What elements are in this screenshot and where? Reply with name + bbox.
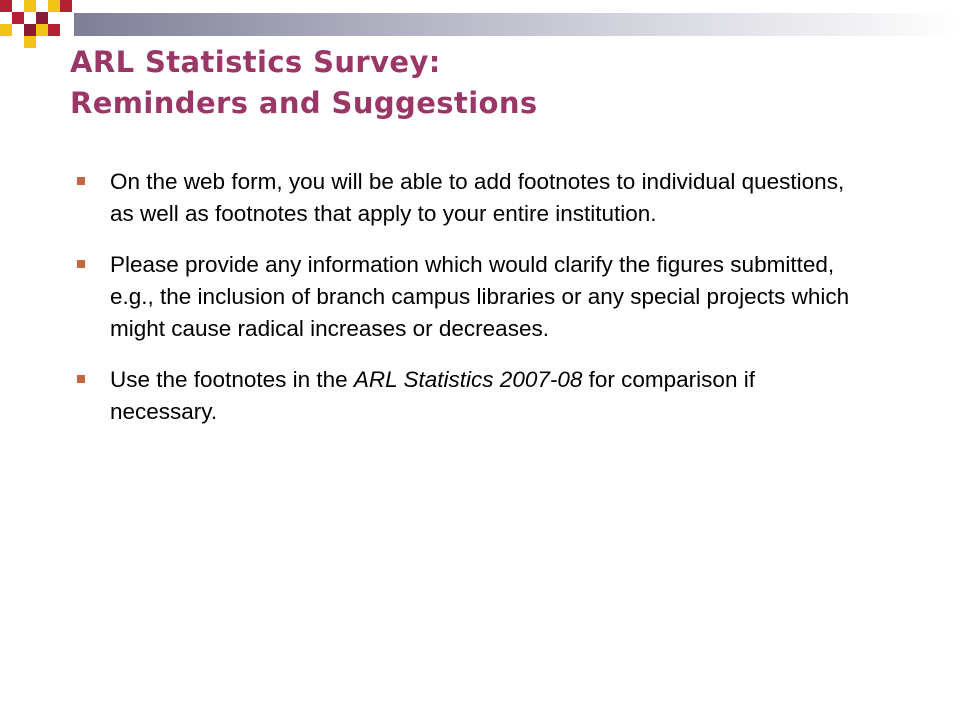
publication-title: ARL Statistics 2007-08 (353, 367, 583, 392)
checker-logo-icon (0, 0, 80, 60)
header-gradient-bar (74, 13, 960, 36)
bullet-text-3-prefix: Use the footnotes in the (110, 367, 354, 392)
square-bullet-icon (77, 260, 85, 268)
bullet-text-2: Please provide any information which would clarify the figures submitted, e.g., the inclusion of branch campus libraries or any special projects which might cause radical increases or decreases. (110, 252, 850, 341)
bullet-item-3 (76, 364, 856, 428)
square-bullet-icon (77, 375, 85, 383)
slide-title-line-2: Reminders and Suggestions (70, 86, 538, 120)
square-bullet-icon (77, 177, 85, 185)
slide-title-line-1: ARL Statistics Survey: (70, 45, 441, 79)
bullet-item-2 (76, 249, 856, 345)
bullet-text-3 (110, 367, 755, 424)
bullet-item-1 (76, 166, 856, 230)
bullet-list (76, 166, 856, 447)
bullet-text-1: On the web form, you will be able to add footnotes to individual questions, as well as footnotes that apply to your entire institution. (110, 169, 845, 226)
bullet-text-3-suffix: for comparison if necessary. (110, 367, 755, 424)
slide-title (70, 42, 538, 124)
